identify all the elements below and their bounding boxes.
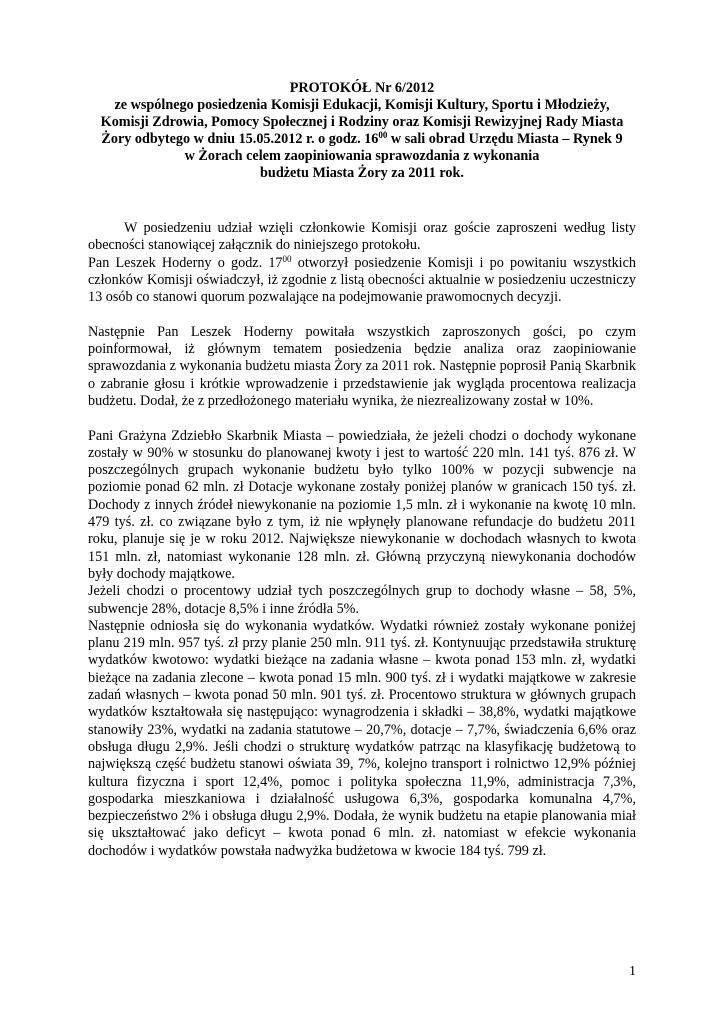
paragraph-attendance: W posiedzeniu udział wzięli członkowie Komisji oraz goście zaproszeni według listy obecności stanowiącej załącznik do niniejszego protokołu. (88, 220, 636, 254)
title-time-superscript: 00 (378, 130, 388, 140)
paragraph-revenue-shares: Jeżeli chodzi o procentowy udział tych poszczególnych grup to dochody własne – 58, 5%, subwencje 28%, dotacje 8,5% i inne źródła 5%. (88, 583, 636, 617)
title-line-2: ze wspólnego posiedzenia Komisji Edukacji, Komisji Kultury, Sportu i Młodzieży, (114, 97, 610, 113)
paragraph-opening-start: Pan Leszek Hoderny o godz. 17 (88, 254, 283, 271)
opening-time-superscript: 00 (282, 253, 292, 264)
title-line-4-end: w sali obrad Urzędu Miasta – Rynek 9 (387, 131, 623, 147)
title-line-5: w Żorach celem zaopiniowania sprawozdania z wykonania (184, 148, 540, 164)
title-line-1: PROTOKÓŁ Nr 6/2012 (289, 80, 435, 96)
title-line-3: Komisji Zdrowia, Pomocy Społecznej i Rodziny oraz Komisji Rewizyjnej Rady Miasta (100, 114, 624, 130)
title-line-4 (88, 131, 636, 148)
document-body (88, 220, 636, 860)
page-number: 1 (629, 964, 636, 979)
paragraph-revenue: Pani Grażyna Zdziebło Skarbnik Miasta – powiedziała, że jeżeli chodzi o dochody wykonane zostały w 90% w stosunku do planowanej kwoty i jest to wartość 220 mln. 141 tyś. 876 zł. W poszczególnych grupach wykonanie budżetu było tylko 100% w pozycji subwencje na poziomie ponad 62 mln. zł Dotacje wykonane zostały poniżej planów w granicach 150 tyś. zł. Dochody z innych źródeł niewykonanie na poziomie 1,5 mln. zł i wykonanie na kwotę 10 mln. 479 tyś. zł. co związane było z tym, iż nie wpłynęły planowane refundacje do budżetu 2011 roku, planuje się je w roku 2012. Największe niewykonanie w dochodach własnych to kwota 151 mln. zł, natomiast wykonanie 128 mln. zł. Główną przyczyną niewykonania dochodów były dochody majątkowe. (88, 427, 636, 582)
paragraph-opening (88, 255, 636, 307)
paragraph-opening-end: otworzył posiedzenie Komisji i po powitaniu wszystkich członków Komisji oświadczył, iż zgodnie z listą obecności aktualnie w posiedzeniu uczestniczy 13 osób co stanowi quorum pozwalające na podejmowanie prawomocnych decyzji. (88, 254, 636, 306)
title-line-6: budżetu Miasta Żory za 2011 rok. (260, 165, 464, 181)
document-title (88, 80, 636, 182)
paragraph-expenditures: Następnie odniosła się do wykonania wydatków. Wydatki również zostały wykonane poniżej planu 219 mln. 957 tyś. zł przy planie 250 mln. 911 tyś. zł. Kontynuując przedstawiła strukturę wydatków kwotowo: wydatki bieżące na zadania własne – kwota ponad 153 mln. zł, wydatki bieżące na zadania zlecone – kwota ponad 15 mln. 900 tyś. zł i wydatki majątkowe w zakresie zadań własnych – kwota ponad 50 mln. 901 tyś. zł. Procentowo struktura w głównych grupach wydatków kształtowała się następująco: wynagrodzenia i składki – 38,8%, wydatki majątkowe stanowiły 23%, wydatki na zadania statutowe – 20,7%, dotacje – 7,7%, świadczenia 6,6% oraz obsługa długu 2,9%. Jeśli chodzi o strukturę wydatków patrząc na klasyfikację budżetową to największą część budżetu stanowi oświata 39, 7%, kolejno transport i rolnictwo 12,9% później kultura fizyczna i sport 12,4%, pomoc i polityka społeczna 11,9%, administracja 7,3%, gospodarka mieszkaniowa i działalność usługowa 6,3%, gospodarka komunalna 4,7%, bezpieczeństwo 2% i obsługa długu 2,9%. Dodała, że wynik budżetu na etapie planowania miał się ukształtować jako deficyt – kwota ponad 6 mln. zł. natomiast w efekcie wykonania dochodów i wydatków powstała nadwyżka budżetowa w kwocie 184 tyś. 799 zł. (88, 617, 636, 859)
title-line-4-start: Żory odbytego w dniu 15.05.2012 r. o godz. 16 (101, 131, 379, 147)
paragraph-agenda: Następnie Pan Leszek Hoderny powitała wszystkich zaproszonych gości, po czym poinformował, iż głównym tematem posiedzenia będzie analiza oraz zaopiniowanie sprawozdania z wykonania budżetu miasta Żory za 2011 rok. Następnie poprosił Panią Skarbnik o zabranie głosu i krótkie wprowadzenie i przedstawienie jak wygląda procentowa realizacja budżetu. Dodał, że z przedłożonego materiału wynika, że niezrealizowany został w 10%. (88, 323, 636, 409)
